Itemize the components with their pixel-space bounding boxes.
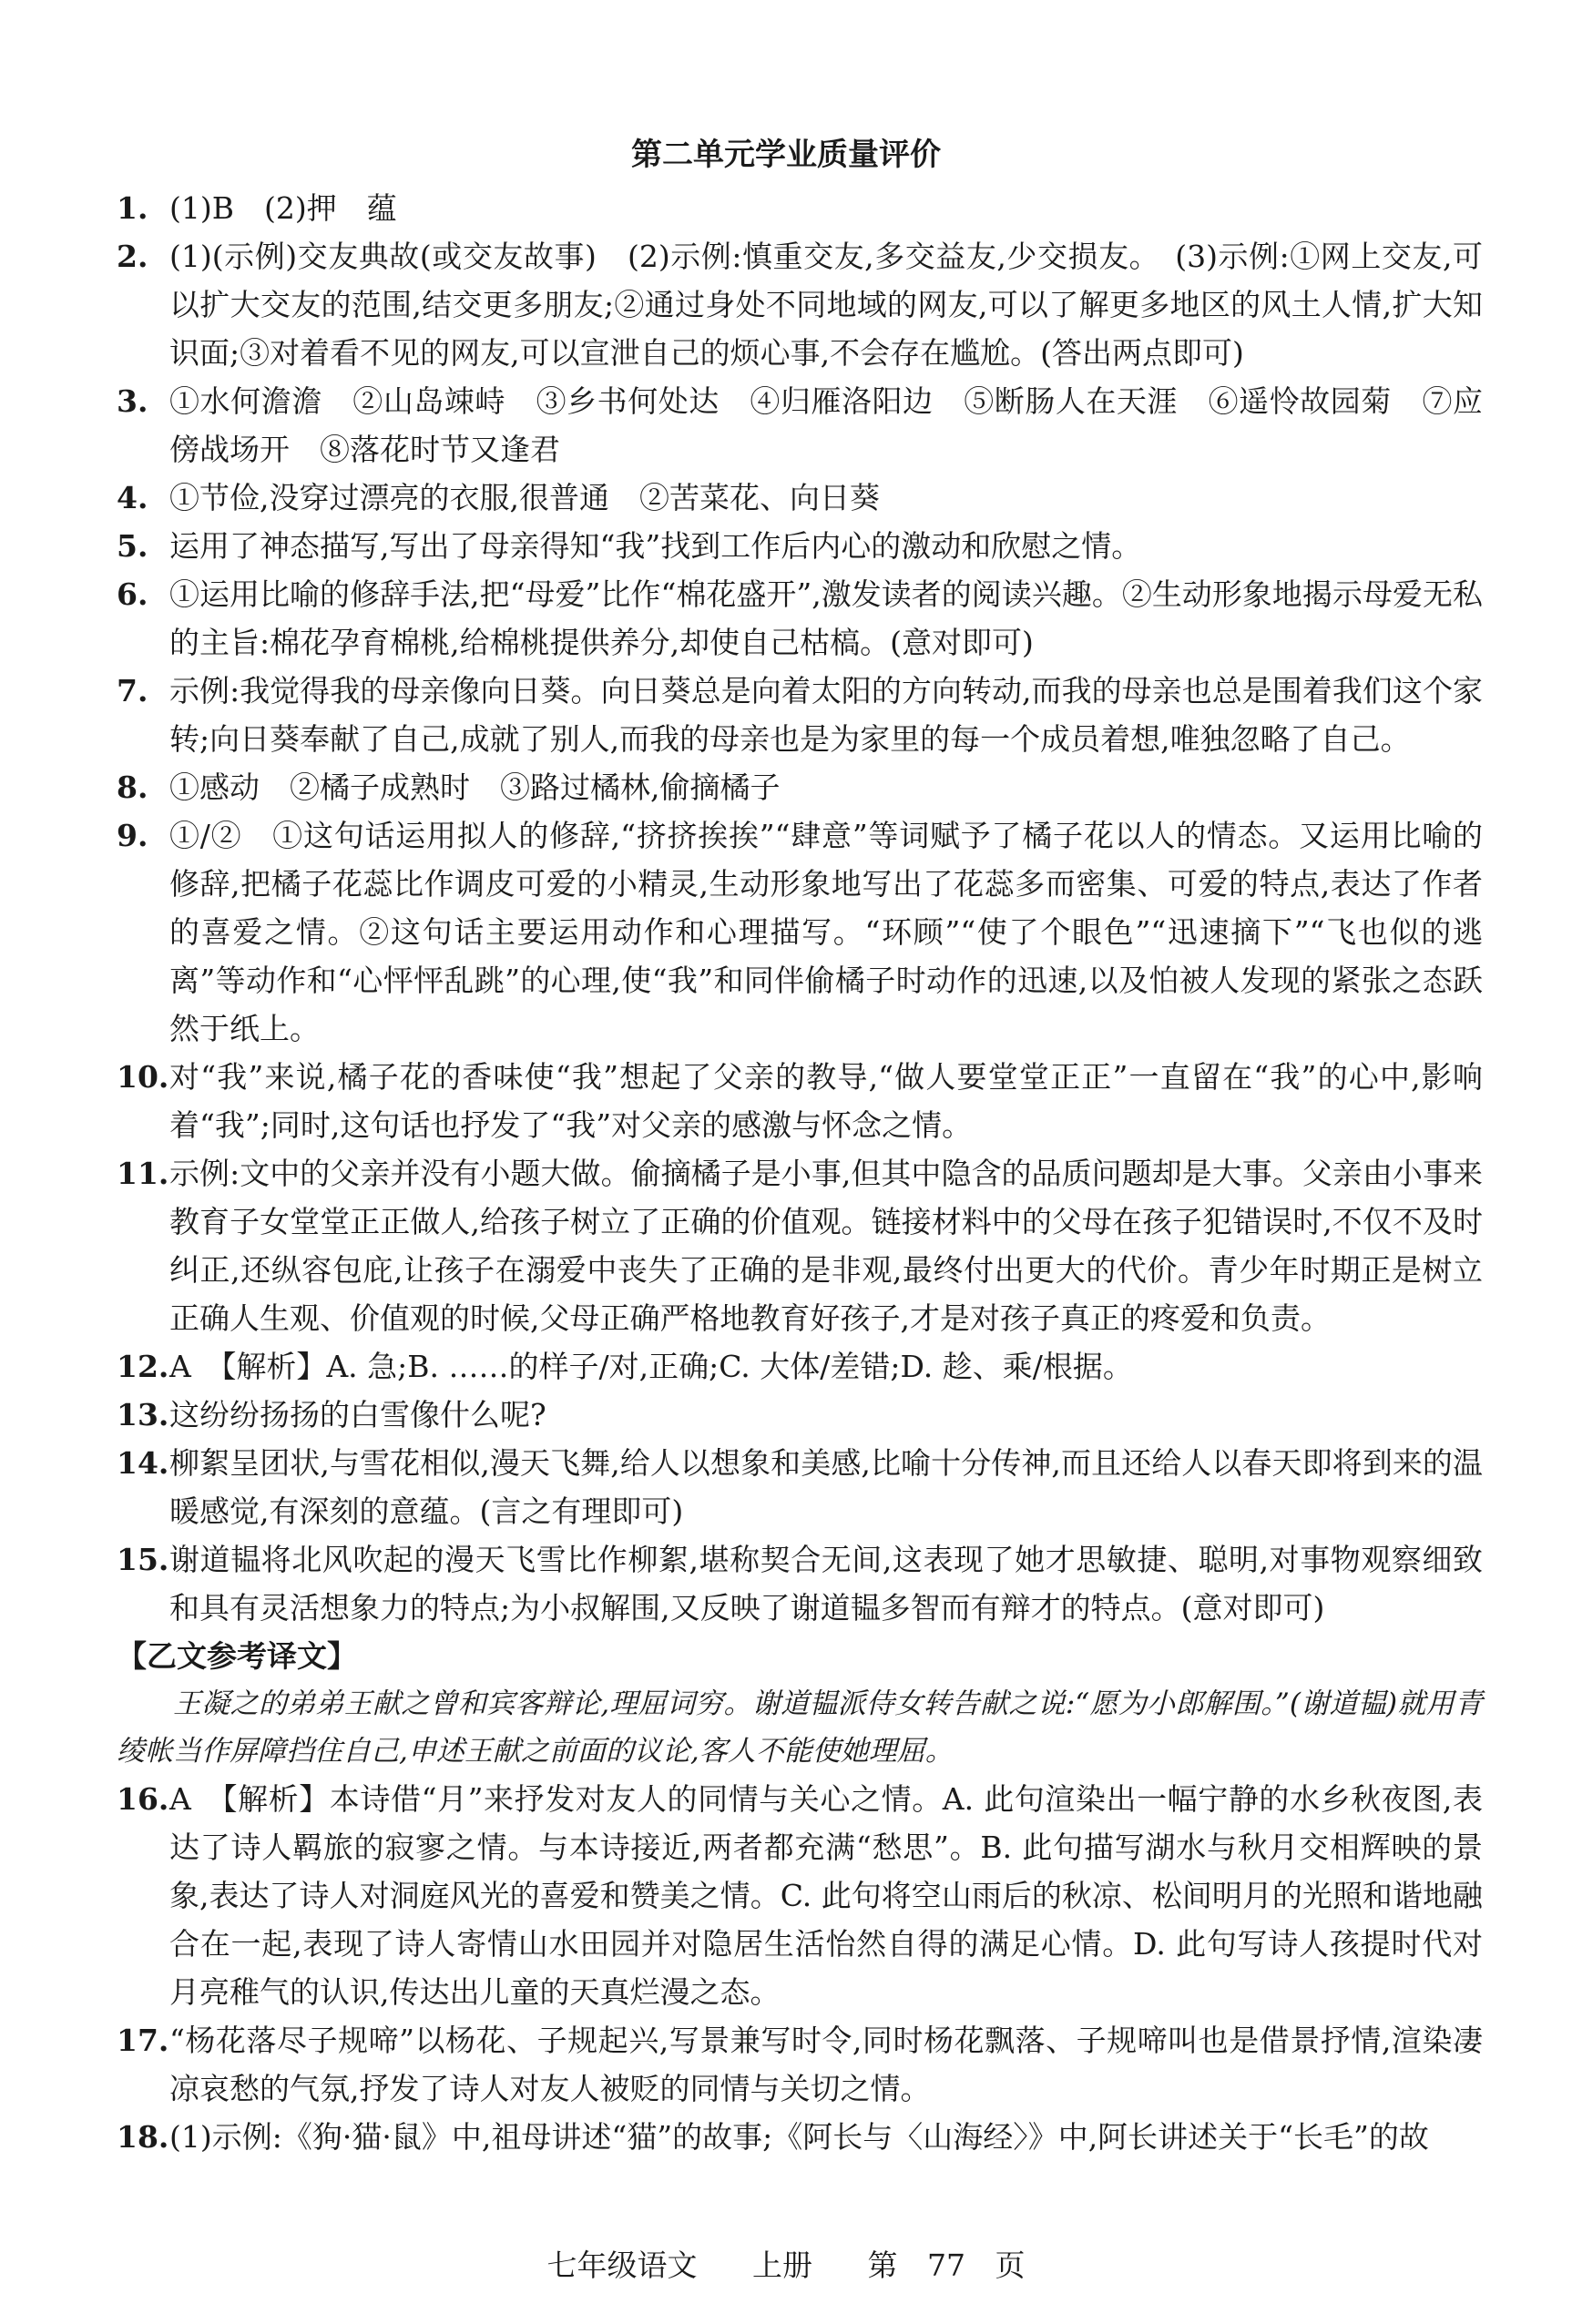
answer-content [117, 184, 1483, 2161]
answer-text: (1)(示例)交友典故(或交友故事) (2)示例:慎重交友,多交益友,少交损友。 (3)示例:①网上交友,可以扩大交友的范围,结交更多朋友;②通过身处不同地域的网友,可以了解更多地区的风土人情,扩大知识面;③对着看不见的网友,可以宣泄自己的烦心事,不会存在尴尬。(答出两点即可) [169, 239, 1483, 371]
answer-number: 10. [117, 1059, 169, 1095]
answer-text: 柳絮呈团状,与雪花相似,漫天飞舞,给人以想象和美感,比喻十分传神,而且还给人以春天即将到来的温暖感觉,有深刻的意蕴。(言之有理即可) [169, 1445, 1483, 1529]
answer-number: 4. [117, 480, 148, 515]
answer-text: (1)示例:《狗·猫·鼠》中,祖母讲述“猫”的故事;《阿长与〈山海经〉》中,阿长讲述关于“长毛”的故 [169, 2119, 1429, 2155]
answer-item [117, 811, 1483, 1053]
answer-number: 12. [117, 1349, 169, 1384]
answer-number: 17. [117, 2023, 169, 2058]
answer-text: A 【解析】本诗借“月”来抒发对友人的同情与关心之情。A. 此句渲染出一幅宁静的水乡秋夜图,表达了诗人羁旅的寂寥之情。与本诗接近,两者都充满“愁思”。B. 此句描写湖水与秋月交相辉映的景象,表达了诗人对洞庭风光的喜爱和赞美之情。C. 此句将空山雨后的秋凉、松间明月的光照和谐地融合在一起,表现了诗人寄情山水田园并对隐居生活怡然自得的满足心情。D. 此句写诗人孩提时代对月亮稚气的认识,传达出儿童的天真烂漫之态。 [169, 1781, 1483, 2010]
answer-item [117, 377, 1483, 474]
answer-item [117, 474, 1483, 522]
answer-list-part2 [117, 1775, 1483, 2161]
answer-number: 8. [117, 770, 148, 805]
answer-number: 9. [117, 818, 148, 853]
answer-item [117, 1342, 1483, 1391]
answer-item [117, 1439, 1483, 1535]
answer-number: 18. [117, 2119, 169, 2155]
answer-text: A 【解析】A. 急;B. ……的样子/对,正确;C. 大体/差错;D. 趁、乘/根据。 [169, 1349, 1133, 1384]
answer-number: 7. [117, 673, 148, 708]
answer-item [117, 1053, 1483, 1149]
answer-text: 对“我”来说,橘子花的香味使“我”想起了父亲的教导,“做人要堂堂正正”一直留在“我”的心中,影响着“我”;同时,这句话也抒发了“我”对父亲的感激与怀念之情。 [169, 1059, 1483, 1143]
answer-item [117, 570, 1483, 667]
answer-number: 13. [117, 1397, 169, 1432]
page-title: 第二单元学业质量评价 [631, 137, 941, 173]
answer-item [117, 667, 1483, 763]
answer-list-part1 [117, 184, 1483, 1632]
translation-paragraph: 王凝之的弟弟王献之曾和宾客辩论,理屈词穷。谢道韫派侍女转告献之说:“愿为小郎解围。”(谢道韫)就用青绫帐当作屏障挡住自己,申述王献之前面的议论,客人不能使她理屈。 [117, 1687, 1483, 1768]
footer-page-number: 第 77 页 [867, 2248, 1026, 2283]
answer-text: ①节俭,没穿过漂亮的衣服,很普通 ②苦菜花、向日葵 [169, 480, 880, 515]
answer-number: 16. [117, 1781, 169, 1817]
answer-item [117, 763, 1483, 811]
answer-item [117, 1149, 1483, 1342]
answer-number: 5. [117, 528, 148, 564]
answer-text: 谢道韫将北风吹起的漫天飞雪比作柳絮,堪称契合无间,这表现了她才思敏捷、聪明,对事物观察细致和具有灵活想象力的特点;为小叔解围,又反映了谢道韫多智而有辩才的特点。(意对即可) [169, 1542, 1483, 1626]
answer-number: 3. [117, 383, 148, 419]
answer-text: ①感动 ②橘子成熟时 ③路过橘林,偷摘橘子 [169, 770, 781, 805]
answer-text: 这纷纷扬扬的白雪像什么呢? [169, 1397, 546, 1432]
answer-item [117, 2016, 1483, 2113]
answer-number: 6. [117, 576, 148, 612]
footer-grade: 七年级语文 [546, 2248, 698, 2283]
answer-text: ①水何澹澹 ②山岛竦峙 ③乡书何处达 ④归雁洛阳边 ⑤断肠人在天涯 ⑥遥怜故园菊 ⑦应傍战场开 ⑧落花时节又逢君 [169, 383, 1483, 467]
answer-item [117, 1775, 1483, 2016]
answer-text: ①/② ①这句话运用拟人的修辞,“挤挤挨挨”“肆意”等词赋予了橘子花以人的情态。又运用比喻的修辞,把橘子花蕊比作调皮可爱的小精灵,生动形象地写出了花蕊多而密集、可爱的特点,表达了作者的喜爱之情。②这句话主要运用动作和心理描写。“环顾”“使了个眼色”“迅速摘下”“飞也似的逃离”等动作和“心怦怦乱跳”的心理,使“我”和同伴偷橘子时动作的迅速,以及怕被人发现的紧张之态跃然于纸上。 [169, 818, 1483, 1046]
page-footer [0, 2248, 1572, 2284]
section-heading: 【乙文参考译文】 [117, 1638, 357, 1674]
answer-text: 示例:文中的父亲并没有小题大做。偷摘橘子是小事,但其中隐含的品质问题却是大事。父亲由小事来教育子女堂堂正正做人,给孩子树立了正确的价值观。链接材料中的父母在孩子犯错误时,不仅不及时纠正,还纵容包庇,让孩子在溺爱中丧失了正确的是非观,最终付出更大的代价。青少年时期正是树立正确人生观、价值观的时候,父母正确严格地教育好孩子,才是对孩子真正的疼爱和负责。 [169, 1156, 1483, 1336]
answer-number: 1. [117, 190, 148, 226]
answer-number: 2. [117, 239, 148, 274]
footer-volume: 上册 [752, 2248, 812, 2283]
answer-text: 运用了神态描写,写出了母亲得知“我”找到工作后内心的激动和欣慰之情。 [169, 528, 1142, 564]
answer-text: (1)B (2)押 蕴 [169, 190, 397, 226]
answer-text: 示例:我觉得我的母亲像向日葵。向日葵总是向着太阳的方向转动,而我的母亲也总是围着我们这个家转;向日葵奉献了自己,成就了别人,而我的母亲也是为家里的每一个成员着想,唯独忽略了自己。 [169, 673, 1483, 757]
answer-number: 11. [117, 1156, 169, 1191]
answer-text: “杨花落尽子规啼”以杨花、子规起兴,写景兼写时令,同时杨花飘落、子规啼叫也是借景抒情,渲染凄凉哀愁的气氛,抒发了诗人对友人被贬的同情与关切之情。 [169, 2023, 1483, 2106]
answer-number: 14. [117, 1445, 169, 1481]
answer-item [117, 522, 1483, 570]
answer-item [117, 232, 1483, 377]
answer-text: ①运用比喻的修辞手法,把“母爱”比作“棉花盛开”,激发读者的阅读兴趣。②生动形象地揭示母爱无私的主旨:棉花孕育棉桃,给棉桃提供养分,却使自己枯槁。(意对即可) [169, 576, 1483, 660]
answer-item [117, 2113, 1483, 2161]
answer-number: 15. [117, 1542, 169, 1577]
answer-item [117, 184, 1483, 232]
answer-item [117, 1391, 1483, 1439]
answer-item [117, 1535, 1483, 1632]
